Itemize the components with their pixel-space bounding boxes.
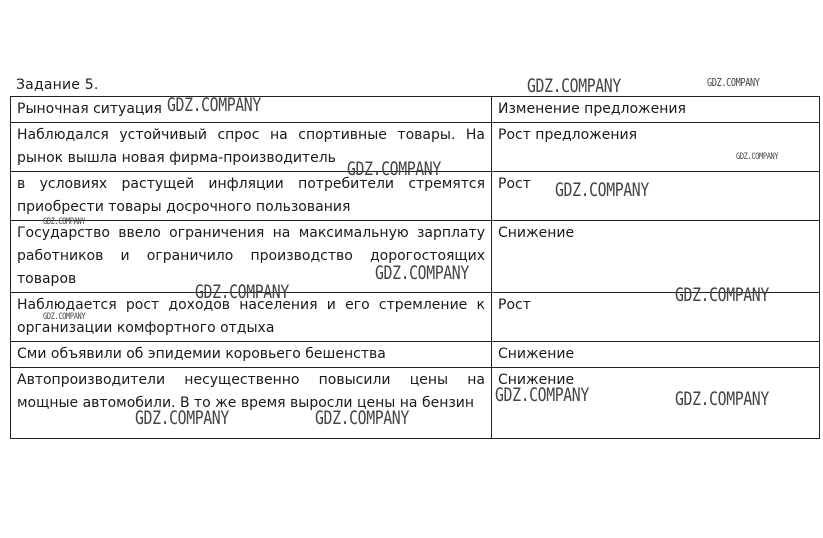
change-cell: Рост — [492, 172, 820, 221]
watermark: GDZ.COMPANY — [135, 407, 229, 429]
watermark: GDZ.COMPANY — [527, 75, 621, 97]
table-header-row — [11, 97, 820, 123]
watermark: GDZ.COMPANY — [375, 262, 469, 284]
change-cell: Снижение — [492, 368, 820, 439]
situation-cell: Автопроизводители несущественно повысили цены на мощные автомобили. В то же время выросли цены на бензин — [11, 368, 492, 439]
watermark: GDZ.COMPANY — [736, 152, 779, 162]
table-row — [11, 342, 820, 368]
header-change: Изменение предложения — [492, 97, 820, 123]
watermark: GDZ.COMPANY — [675, 284, 769, 306]
situation-cell: Сми объявили об эпидемии коровьего бешенства — [11, 342, 492, 368]
change-cell: Рост — [492, 293, 820, 342]
watermark: GDZ.COMPANY — [315, 407, 409, 429]
watermark: GDZ.COMPANY — [167, 94, 261, 116]
change-cell: Рост предложения — [492, 123, 820, 172]
header-situation: Рыночная ситуация — [11, 97, 492, 123]
situation-cell: Наблюдается рост доходов населения и его стремление к организации комфортного отдыха — [11, 293, 492, 342]
task-title: Задание 5. — [16, 77, 99, 93]
watermark: GDZ.COMPANY — [195, 281, 289, 303]
watermark: GDZ.COMPANY — [347, 158, 441, 180]
watermark: GDZ.COMPANY — [675, 388, 769, 410]
watermark: GDZ.COMPANY — [43, 312, 86, 322]
watermark: GDZ.COMPANY — [555, 179, 649, 201]
watermark: GDZ.COMPANY — [495, 384, 589, 406]
situation-cell: Наблюдался устойчивый спрос на спортивные товары. На рынок вышла новая фирма-производитель — [11, 123, 492, 172]
situation-cell: Государство ввело ограничения на максимальную зарплату работников и ограничило производство дорогостоящих товаров — [11, 221, 492, 293]
watermark: GDZ.COMPANY — [707, 76, 760, 89]
watermark: GDZ.COMPANY — [43, 217, 86, 227]
situation-cell: в условиях растущей инфляции потребители стремятся приобрести товары досрочного пользования — [11, 172, 492, 221]
change-cell: Снижение — [492, 342, 820, 368]
change-cell: Снижение — [492, 221, 820, 293]
